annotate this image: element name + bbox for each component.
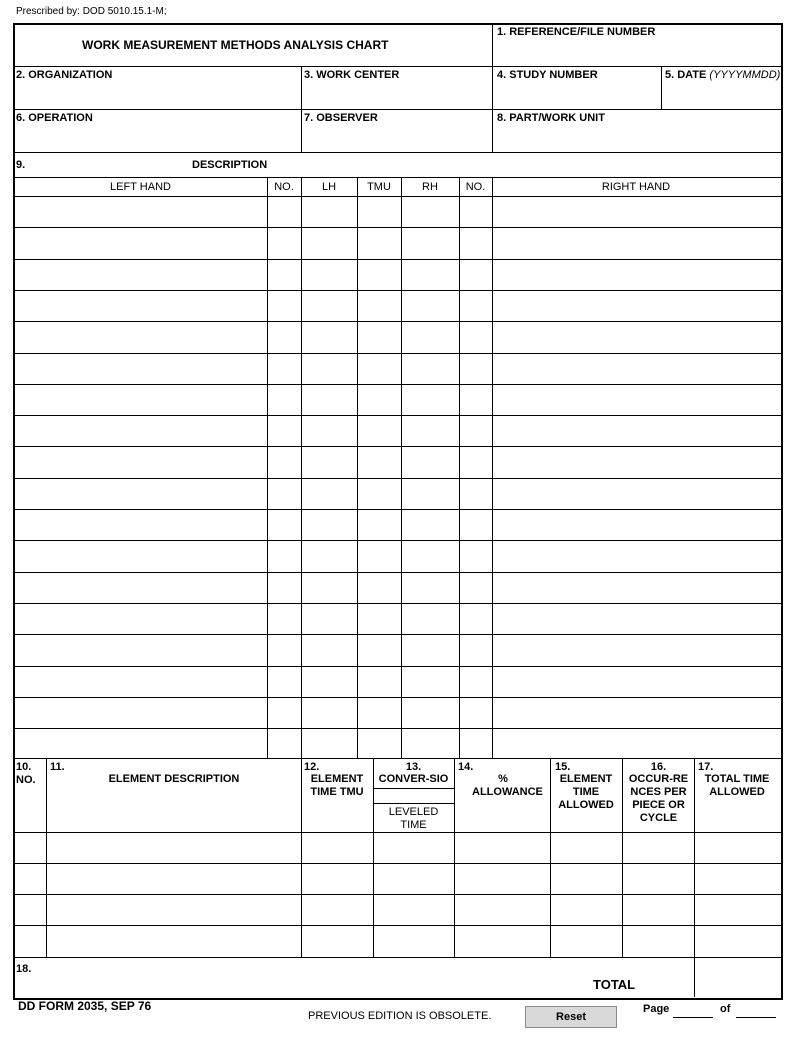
description-right-hand-input[interactable] bbox=[493, 449, 779, 475]
page-blank bbox=[673, 1017, 713, 1018]
rule bbox=[373, 788, 454, 789]
description-lh-input[interactable] bbox=[302, 230, 357, 256]
work-center-label: 3. WORK CENTER bbox=[304, 69, 400, 81]
description-rh-input[interactable] bbox=[402, 481, 459, 507]
description-lh-input[interactable] bbox=[302, 481, 357, 507]
description-no-right-input[interactable] bbox=[460, 731, 492, 757]
rule bbox=[13, 832, 781, 833]
description-rh-input[interactable] bbox=[402, 324, 459, 350]
description-tmu-input[interactable] bbox=[358, 449, 401, 475]
description-no-left-input[interactable] bbox=[268, 230, 301, 256]
rule bbox=[13, 353, 781, 354]
description-rh-input[interactable] bbox=[402, 669, 459, 695]
conversion-number: 13. bbox=[405, 761, 422, 773]
element-description-input[interactable] bbox=[47, 866, 301, 892]
element-allowance-input[interactable] bbox=[455, 866, 550, 892]
description-no-left-input[interactable] bbox=[268, 637, 301, 663]
description-right-hand-input[interactable] bbox=[493, 481, 779, 507]
element-total-time-input[interactable] bbox=[695, 866, 779, 892]
element-no-input[interactable] bbox=[14, 835, 46, 861]
description-right-hand-input[interactable] bbox=[493, 512, 779, 538]
rule bbox=[661, 66, 662, 109]
rule bbox=[13, 697, 781, 698]
description-no-right-input[interactable] bbox=[460, 449, 492, 475]
description-no-right-input[interactable] bbox=[460, 387, 492, 413]
study-number-label: 4. STUDY NUMBER bbox=[497, 69, 598, 81]
element-leveled-time-input[interactable] bbox=[374, 897, 454, 923]
description-left-hand-input[interactable] bbox=[14, 543, 267, 569]
description-tmu-input[interactable] bbox=[358, 700, 401, 726]
description-no-right-input[interactable] bbox=[460, 669, 492, 695]
description-tmu-input[interactable] bbox=[358, 637, 401, 663]
rule bbox=[13, 572, 781, 573]
rule bbox=[13, 540, 781, 541]
description-right-hand-input[interactable] bbox=[493, 543, 779, 569]
description-left-hand-input[interactable] bbox=[14, 324, 267, 350]
description-rh-input[interactable] bbox=[402, 418, 459, 444]
description-no-right-input[interactable] bbox=[460, 575, 492, 601]
element-occurrences-input[interactable] bbox=[623, 835, 694, 861]
reference-file-number-label: 1. REFERENCE/FILE NUMBER bbox=[497, 26, 656, 38]
element-description-number: 11. bbox=[50, 761, 65, 773]
description-left-hand-input[interactable] bbox=[14, 481, 267, 507]
page-number-input[interactable] bbox=[672, 1003, 713, 1018]
allowance-label: % ALLOWANCE bbox=[472, 773, 543, 798]
element-no-input[interactable] bbox=[14, 866, 46, 892]
rule bbox=[13, 446, 781, 447]
description-right-hand-input[interactable] bbox=[493, 230, 779, 256]
description-right-hand-input[interactable] bbox=[493, 199, 779, 225]
description-no-right-input[interactable] bbox=[460, 356, 492, 382]
description-no-left-input[interactable] bbox=[268, 262, 301, 288]
description-rh-input[interactable] bbox=[402, 606, 459, 632]
description-no-right-input[interactable] bbox=[460, 324, 492, 350]
element-time-input[interactable] bbox=[302, 866, 373, 892]
description-lh-input[interactable] bbox=[302, 418, 357, 444]
rule bbox=[301, 66, 302, 153]
description-number: 9. bbox=[16, 159, 26, 171]
description-no-left-input[interactable] bbox=[268, 543, 301, 569]
description-tmu-input[interactable] bbox=[358, 199, 401, 225]
description-tmu-input[interactable] bbox=[358, 418, 401, 444]
description-left-hand-input[interactable] bbox=[14, 199, 267, 225]
description-left-hand-input[interactable] bbox=[14, 606, 267, 632]
rule bbox=[13, 957, 781, 958]
element-total-time-input[interactable] bbox=[695, 835, 779, 861]
description-no-left-input[interactable] bbox=[268, 575, 301, 601]
element-occurrences-input[interactable] bbox=[623, 928, 694, 954]
description-rh-input[interactable] bbox=[402, 293, 459, 319]
observer-input[interactable] bbox=[303, 126, 490, 150]
rule bbox=[13, 177, 781, 178]
description-no-right-input[interactable] bbox=[460, 262, 492, 288]
element-no-input[interactable] bbox=[14, 928, 46, 954]
rule bbox=[13, 321, 781, 322]
element-allowance-input[interactable] bbox=[455, 897, 550, 923]
element-time-input[interactable] bbox=[302, 835, 373, 861]
description-rh-input[interactable] bbox=[402, 731, 459, 757]
description-right-hand-input[interactable] bbox=[493, 262, 779, 288]
description-tmu-input[interactable] bbox=[358, 230, 401, 256]
date-format-hint: (YYYYMMDD) bbox=[709, 69, 781, 81]
operation-input[interactable] bbox=[15, 126, 299, 150]
occurrences-number: 16. bbox=[650, 761, 667, 773]
element-leveled-time-input[interactable] bbox=[374, 835, 454, 861]
description-left-hand-input[interactable] bbox=[14, 293, 267, 319]
rule bbox=[13, 384, 781, 385]
rule bbox=[13, 509, 781, 510]
description-lh-input[interactable] bbox=[302, 324, 357, 350]
col-no-left: NO. bbox=[274, 181, 294, 193]
description-lh-input[interactable] bbox=[302, 543, 357, 569]
organization-input[interactable] bbox=[15, 83, 299, 107]
remarks-number: 18. bbox=[16, 963, 32, 975]
element-description-input[interactable] bbox=[47, 835, 301, 861]
rule bbox=[13, 728, 781, 729]
description-right-hand-input[interactable] bbox=[493, 669, 779, 695]
element-time-number: 12. bbox=[304, 761, 320, 773]
description-lh-input[interactable] bbox=[302, 731, 357, 757]
element-allowance-input[interactable] bbox=[455, 928, 550, 954]
description-lh-input[interactable] bbox=[302, 199, 357, 225]
description-no-left-input[interactable] bbox=[268, 669, 301, 695]
element-no-input[interactable] bbox=[14, 897, 46, 923]
description-lh-input[interactable] bbox=[302, 293, 357, 319]
rule bbox=[13, 758, 781, 759]
total-pages-input[interactable] bbox=[735, 1003, 776, 1018]
description-rh-input[interactable] bbox=[402, 543, 459, 569]
description-lh-input[interactable] bbox=[302, 512, 357, 538]
col-tmu: TMU bbox=[367, 181, 391, 193]
description-no-left-input[interactable] bbox=[268, 199, 301, 225]
description-left-hand-input[interactable] bbox=[14, 356, 267, 382]
rule bbox=[13, 109, 781, 110]
prescribed-by: Prescribed by: DOD 5010.15.1-M; bbox=[16, 6, 167, 17]
element-time-allowed-number: 15. bbox=[555, 761, 571, 773]
description-rh-input[interactable] bbox=[402, 575, 459, 601]
element-description-label: ELEMENT DESCRIPTION bbox=[108, 773, 240, 785]
element-time-allowed-label: ELEMENT TIME ALLOWED bbox=[558, 773, 614, 811]
col-no-right: NO. bbox=[465, 181, 486, 193]
element-leveled-time-input[interactable] bbox=[374, 866, 454, 892]
form-number: DD FORM 2035, SEP 76 bbox=[18, 999, 152, 1013]
description-no-left-input[interactable] bbox=[268, 512, 301, 538]
description-right-hand-input[interactable] bbox=[493, 575, 779, 601]
description-lh-input[interactable] bbox=[302, 262, 357, 288]
description-no-right-input[interactable] bbox=[460, 700, 492, 726]
description-right-hand-input[interactable] bbox=[493, 418, 779, 444]
occurrences-label: OCCUR-RE NCES PER PIECE OR CYCLE bbox=[628, 773, 689, 824]
description-no-right-input[interactable] bbox=[460, 637, 492, 663]
remarks-input[interactable] bbox=[34, 961, 584, 994]
description-tmu-input[interactable] bbox=[358, 293, 401, 319]
description-tmu-input[interactable] bbox=[358, 575, 401, 601]
col-right-hand: RIGHT HAND bbox=[601, 181, 671, 193]
description-left-hand-input[interactable] bbox=[14, 449, 267, 475]
form-title: WORK MEASUREMENT METHODS ANALYSIS CHART bbox=[82, 38, 389, 52]
rule bbox=[13, 227, 781, 228]
study-number-input[interactable] bbox=[495, 83, 659, 107]
description-tmu-input[interactable] bbox=[358, 731, 401, 757]
description-no-left-input[interactable] bbox=[268, 606, 301, 632]
rule bbox=[13, 478, 781, 479]
description-no-left-input[interactable] bbox=[268, 324, 301, 350]
element-time-input[interactable] bbox=[302, 928, 373, 954]
previous-edition-note: PREVIOUS EDITION IS OBSOLETE. bbox=[308, 1010, 492, 1022]
description-right-hand-input[interactable] bbox=[493, 356, 779, 382]
description-left-hand-input[interactable] bbox=[14, 230, 267, 256]
description-tmu-input[interactable] bbox=[358, 481, 401, 507]
description-tmu-input[interactable] bbox=[358, 324, 401, 350]
description-no-right-input[interactable] bbox=[460, 543, 492, 569]
element-total-time-input[interactable] bbox=[695, 897, 779, 923]
work-center-input[interactable] bbox=[303, 83, 490, 107]
rule bbox=[13, 894, 781, 895]
rule bbox=[13, 603, 781, 604]
description-left-hand-input[interactable] bbox=[14, 700, 267, 726]
description-no-left-input[interactable] bbox=[268, 418, 301, 444]
description-left-hand-input[interactable] bbox=[14, 669, 267, 695]
col-left-hand: LEFT HAND bbox=[110, 181, 171, 193]
element-leveled-time-input[interactable] bbox=[374, 928, 454, 954]
description-right-hand-input[interactable] bbox=[493, 293, 779, 319]
description-lh-input[interactable] bbox=[302, 449, 357, 475]
rule bbox=[373, 803, 454, 804]
date-label bbox=[665, 69, 780, 82]
description-no-left-input[interactable] bbox=[268, 387, 301, 413]
description-right-hand-input[interactable] bbox=[493, 324, 779, 350]
rule bbox=[492, 23, 493, 153]
description-left-hand-input[interactable] bbox=[14, 637, 267, 663]
description-no-left-input[interactable] bbox=[268, 293, 301, 319]
allowance-number: 14. bbox=[458, 761, 474, 773]
date-label-text: 5. DATE bbox=[665, 69, 707, 81]
element-no-label: NO. bbox=[16, 774, 36, 786]
rule bbox=[13, 290, 781, 291]
element-time-label: ELEMENT TIME TMU bbox=[310, 773, 364, 798]
description-right-hand-input[interactable] bbox=[493, 731, 779, 757]
description-no-right-input[interactable] bbox=[460, 230, 492, 256]
element-time-allowed-input[interactable] bbox=[551, 835, 622, 861]
rule bbox=[13, 196, 781, 197]
description-no-left-input[interactable] bbox=[268, 731, 301, 757]
description-lh-input[interactable] bbox=[302, 669, 357, 695]
operation-label: 6. OPERATION bbox=[16, 112, 93, 124]
description-no-left-input[interactable] bbox=[268, 449, 301, 475]
leveled-time-label: LEVELED TIME bbox=[388, 806, 439, 831]
observer-label: 7. OBSERVER bbox=[304, 112, 378, 124]
rule bbox=[13, 666, 781, 667]
description-right-hand-input[interactable] bbox=[493, 606, 779, 632]
description-right-hand-input[interactable] bbox=[493, 637, 779, 663]
col-rh: RH bbox=[422, 181, 438, 193]
rule bbox=[13, 634, 781, 635]
description-heading: DESCRIPTION bbox=[192, 159, 268, 171]
page-label: Page bbox=[643, 1003, 670, 1015]
description-tmu-input[interactable] bbox=[358, 512, 401, 538]
description-lh-input[interactable] bbox=[302, 356, 357, 382]
element-total-time-input[interactable] bbox=[695, 928, 779, 954]
description-lh-input[interactable] bbox=[302, 387, 357, 413]
total-pages-blank bbox=[736, 1017, 776, 1018]
description-no-right-input[interactable] bbox=[460, 606, 492, 632]
description-rh-input[interactable] bbox=[402, 199, 459, 225]
grand-total-input[interactable] bbox=[696, 960, 779, 995]
organization-label: 2. ORGANIZATION bbox=[16, 69, 113, 81]
description-rh-input[interactable] bbox=[402, 700, 459, 726]
description-tmu-input[interactable] bbox=[358, 543, 401, 569]
description-tmu-input[interactable] bbox=[358, 356, 401, 382]
description-no-right-input[interactable] bbox=[460, 481, 492, 507]
element-allowance-input[interactable] bbox=[455, 835, 550, 861]
part-work-unit-input[interactable] bbox=[495, 126, 778, 150]
description-right-hand-input[interactable] bbox=[493, 700, 779, 726]
element-description-input[interactable] bbox=[47, 928, 301, 954]
element-occurrences-input[interactable] bbox=[623, 897, 694, 923]
total-label: TOTAL bbox=[593, 977, 636, 992]
element-time-allowed-input[interactable] bbox=[551, 928, 622, 954]
rule bbox=[13, 259, 781, 260]
element-time-allowed-input[interactable] bbox=[551, 897, 622, 923]
element-time-allowed-input[interactable] bbox=[551, 866, 622, 892]
description-no-right-input[interactable] bbox=[460, 293, 492, 319]
description-tmu-input[interactable] bbox=[358, 387, 401, 413]
description-lh-input[interactable] bbox=[302, 606, 357, 632]
description-no-left-input[interactable] bbox=[268, 700, 301, 726]
description-rh-input[interactable] bbox=[402, 262, 459, 288]
description-no-right-input[interactable] bbox=[460, 512, 492, 538]
description-left-hand-input[interactable] bbox=[14, 731, 267, 757]
reset-button[interactable]: Reset bbox=[525, 1006, 617, 1028]
description-rh-input[interactable] bbox=[402, 512, 459, 538]
element-no-number: 10. bbox=[16, 761, 32, 773]
element-description-input[interactable] bbox=[47, 897, 301, 923]
element-time-input[interactable] bbox=[302, 897, 373, 923]
rule bbox=[13, 66, 781, 67]
description-lh-input[interactable] bbox=[302, 575, 357, 601]
description-no-left-input[interactable] bbox=[268, 356, 301, 382]
reference-file-number-input[interactable] bbox=[495, 40, 778, 64]
description-left-hand-input[interactable] bbox=[14, 387, 267, 413]
col-lh: LH bbox=[321, 181, 337, 193]
rule bbox=[13, 863, 781, 864]
description-lh-input[interactable] bbox=[302, 700, 357, 726]
description-left-hand-input[interactable] bbox=[14, 575, 267, 601]
element-occurrences-input[interactable] bbox=[623, 866, 694, 892]
description-tmu-input[interactable] bbox=[358, 262, 401, 288]
description-left-hand-input[interactable] bbox=[14, 512, 267, 538]
rule bbox=[13, 152, 781, 153]
part-work-unit-label: 8. PART/WORK UNIT bbox=[497, 112, 605, 124]
description-right-hand-input[interactable] bbox=[493, 387, 779, 413]
total-time-allowed-label: TOTAL TIME ALLOWED bbox=[704, 773, 770, 798]
description-rh-input[interactable] bbox=[402, 449, 459, 475]
date-input[interactable] bbox=[663, 83, 778, 107]
description-tmu-input[interactable] bbox=[358, 606, 401, 632]
description-no-right-input[interactable] bbox=[460, 199, 492, 225]
description-no-left-input[interactable] bbox=[268, 481, 301, 507]
description-rh-input[interactable] bbox=[402, 637, 459, 663]
rule bbox=[13, 415, 781, 416]
description-left-hand-input[interactable] bbox=[14, 262, 267, 288]
description-rh-input[interactable] bbox=[402, 356, 459, 382]
description-tmu-input[interactable] bbox=[358, 669, 401, 695]
description-left-hand-input[interactable] bbox=[14, 418, 267, 444]
description-no-right-input[interactable] bbox=[460, 418, 492, 444]
total-time-allowed-number: 17. bbox=[698, 761, 714, 773]
description-rh-input[interactable] bbox=[402, 387, 459, 413]
rule bbox=[13, 925, 781, 926]
of-label: of bbox=[720, 1003, 731, 1015]
description-lh-input[interactable] bbox=[302, 637, 357, 663]
description-rh-input[interactable] bbox=[402, 230, 459, 256]
conversion-label: CONVER-SIO bbox=[378, 773, 449, 785]
